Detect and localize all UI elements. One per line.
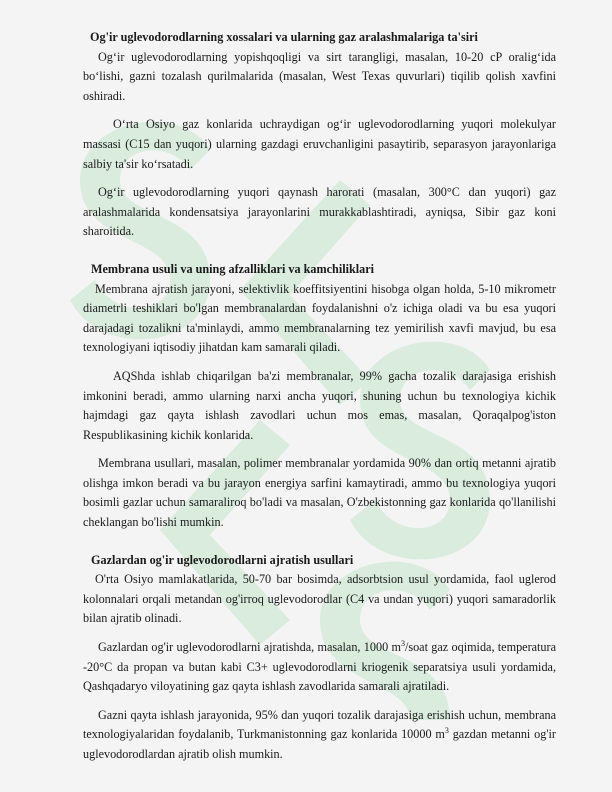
paragraph: Og‘ir uglevodorodlarning yopishqoqligi va sirt tarangligi, masalan, 10-20 cP oralig‘ida bo‘lishi, gazni tozalash qurilmalarida (masalan, West Texas quvurlari) tiqilib qolish xavfini oshiradi.	[83, 49, 556, 103]
section-heading-membrane-method: Membrana usuli va uning afzalliklari va kamchiliklari	[91, 261, 375, 276]
paragraph: AQShda ishlab chiqarilgan ba'zi membranalar, 99% gacha tozalik darajasiga erishish imkonini beradi, ammo ularning narxi ancha yuqori, shuning uchun bu texnologiya kichik hajmdagi gaz qayta ishlash zavodlari uchun mos emas, masalan, Qoraqalpog'iston Respublikasining kichik konlarida.	[83, 368, 556, 442]
paragraph: Membrana usullari, masalan, polimer membranalar yordamida 90% dan ortiq metanni ajratib olishga imkon beradi va bu jarayon energiya sarfini kamaytiradi, ammo bu texnologiya yuqori bosimli gazlar uchun samaraliroq bo'ladi va masalan, O'zbekistonning gaz konlarida qo'llanilishi cheklangan bo'lishi mumkin.	[83, 456, 556, 530]
superscript: 3	[444, 726, 449, 736]
paragraph: Og‘ir uglevodorodlarning yuqori qaynash harorati (masalan, 300°C dan yuqori) gaz aralashmalarida kondensatsiya jarayonlarini murakkablashtiradi, ayniqsa, Sibir gaz koni sharoitida.	[83, 185, 556, 239]
paragraph-text: gazdan metanni og'ir uglevodorodlardan ajratib olish mumkin.	[83, 727, 556, 761]
section-heading-separation-methods: Gazlardan og'ir uglevodorodlarni ajratish usullari	[91, 552, 354, 567]
paragraph-text: /soat gaz oqimida, temperatura -20°C da propan va butan kabi C3+ uglevodorodlarni kriogenik separatsiya usuli yordamida, Qashqadaryo viloyatining gaz qayta ishlash zavodlarida samarali ajratiladi.	[83, 640, 556, 694]
superscript: 3	[400, 638, 405, 648]
paragraph: O'rta Osiyo mamlakatlarida, 50-70 bar bosimda, adsorbtsion usul yordamida, faol uglerod kolonnalari orqali metandan og'irroq uglevodorodlar (C4 va undan yuqori) yuqori samaradorlik bilan ajratib olinadi.	[83, 572, 556, 626]
paragraph	[83, 706, 556, 765]
paragraph-text: Gazni qayta ishlash jarayonida, 95% dan yuqori tozalik darajasiga erishish uchun, membrana texnologiyalaridan foydalanib, Turkmanistonning gaz konlarida 10000 m	[83, 707, 556, 742]
paragraph-text: Gazlardan og'ir uglevodorodlarni ajratishda, masalan, 1000 m	[98, 640, 401, 655]
document-page	[83, 28, 556, 765]
paragraph: O‘rta Osiyo gaz konlarida uchraydigan og‘ir uglevodorodlarning yuqori molekulyar massasi (C15 dan yuqori) ularning gazdagi eruvchanligini pasaytirib, separasyon jarayonlariga salbiy ta'sir ko‘rsatadi.	[83, 117, 556, 171]
paragraph	[83, 638, 556, 697]
section-heading-heavy-hydrocarbons: Og'ir uglevodorodlarning xossalari va ularning gaz aralashmalariga ta'siri	[90, 30, 478, 44]
paragraph: Membrana ajratish jarayoni, selektivlik koeffitsiyentini hisobga olgan holda, 5-10 mikrometr diametrli teshiklari bo'lgan membranalardan foydalanishni o'z ichiga oladi va bu esa yuqori darajadagi tozalikni ta'minlaydi, ammo membranalarning tez yemirilish xavfi mavjud, bu esa texnologiyani iqtisodiy jihatdan kam samarali qiladi.	[83, 281, 556, 355]
